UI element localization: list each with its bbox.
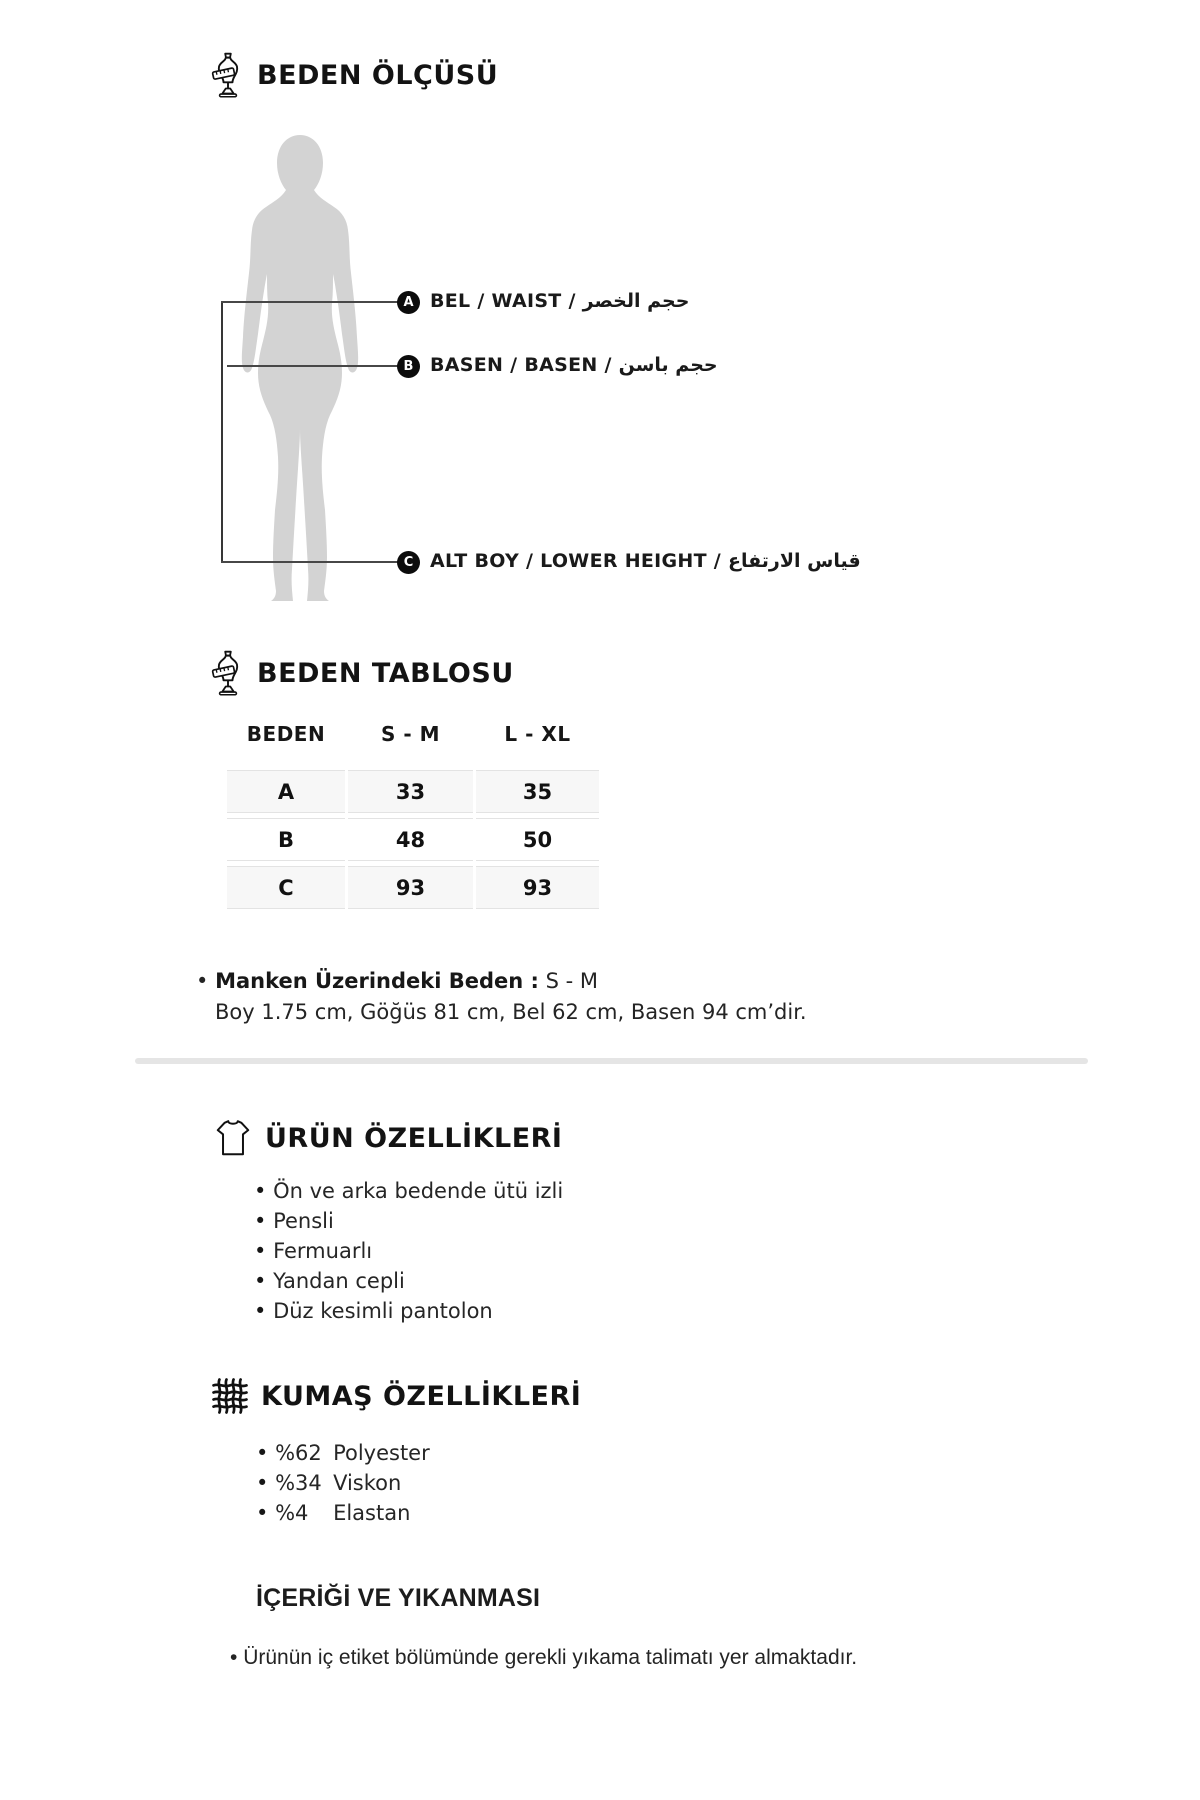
section-title-fabric-features: KUMAŞ ÖZELLİKLERİ [261,1380,582,1412]
cell-value: 48 [348,818,473,861]
marker-c-letter: C [403,555,414,570]
model-size-info [196,966,807,1028]
cell-value: 93 [348,866,473,909]
waist-callout-line [221,301,398,303]
row-label: B [227,818,345,861]
col-header-lxl: L - XL [504,722,571,746]
dressform-icon [210,52,246,98]
care-note: • Ürünün iç etiket bölümünde gerekli yıkama talimatı yer almaktadır. [230,1642,890,1673]
model-measurements: Boy 1.75 cm, Göğüs 81 cm, Bel 62 cm, Basen 94 cm’dir. [215,1000,807,1024]
fabric-percent: %34 [275,1471,322,1495]
list-item: • Pensli [254,1206,563,1236]
hip-callout-line [227,365,398,367]
row-label: A [227,770,345,813]
model-size-line [196,966,807,997]
fabric-name: Viskon [333,1471,402,1495]
body-silhouette [228,133,372,603]
marker-b [397,355,420,378]
fabric-weave-icon [210,1376,250,1416]
section-header-size-table [210,650,514,696]
list-item: • Düz kesimli pantolon [254,1296,563,1326]
list-item: • Ön ve arka bedende ütü izli [254,1176,563,1206]
table-row-a [227,770,599,813]
fabric-percent: %62 [275,1441,322,1465]
cell-value: 35 [476,770,599,813]
marker-a-letter: A [403,295,414,310]
cell-value: 93 [476,866,599,909]
list-item [256,1438,430,1468]
section-title-size-table: BEDEN TABLOSU [257,657,514,689]
model-size-value: S - M [545,969,599,993]
table-row-c [227,866,599,909]
product-features-list [254,1176,563,1326]
tshirt-icon [212,1118,254,1158]
col-header-sm: S - M [380,722,441,746]
size-table [227,712,599,914]
section-title-size-measure: BEDEN ÖLÇÜSÜ [257,59,499,91]
list-item [256,1468,430,1498]
size-table-header [227,712,599,756]
fabric-name: Elastan [333,1501,411,1525]
model-size-label: Manken Üzerindeki Beden : [215,969,539,993]
fabric-percent: %4 [275,1501,309,1525]
dressform-icon [210,650,246,696]
section-title-care: İÇERİĞİ VE YIKANMASI [256,1584,541,1612]
fabric-name: Polyester [333,1441,430,1465]
waist-label: BEL / WAIST / حجم الخصر [430,290,690,312]
lower-height-label: ALT BOY / LOWER HEIGHT / قياس الارتفاع [430,550,861,572]
height-bracket-line [221,302,223,563]
section-divider [135,1058,1088,1064]
section-header-fabric-features [210,1376,581,1416]
list-item: • Yandan cepli [254,1266,563,1296]
fabric-composition-list [256,1438,430,1528]
cell-value: 50 [476,818,599,861]
row-label: C [227,866,345,909]
marker-b-letter: B [403,359,414,374]
table-row-b [227,818,599,861]
cell-value: 33 [348,770,473,813]
list-item [256,1498,430,1528]
marker-c [397,551,420,574]
hip-label: BASEN / BASEN / حجم باسن [430,354,718,376]
col-header-beden: BEDEN [246,722,326,746]
section-header-product-features [212,1118,562,1158]
list-item: • Fermuarlı [254,1236,563,1266]
marker-a [397,291,420,314]
section-title-product-features: ÜRÜN ÖZELLİKLERİ [265,1122,563,1154]
section-header-size-measure [210,52,498,98]
lower-height-callout-line [221,561,398,563]
